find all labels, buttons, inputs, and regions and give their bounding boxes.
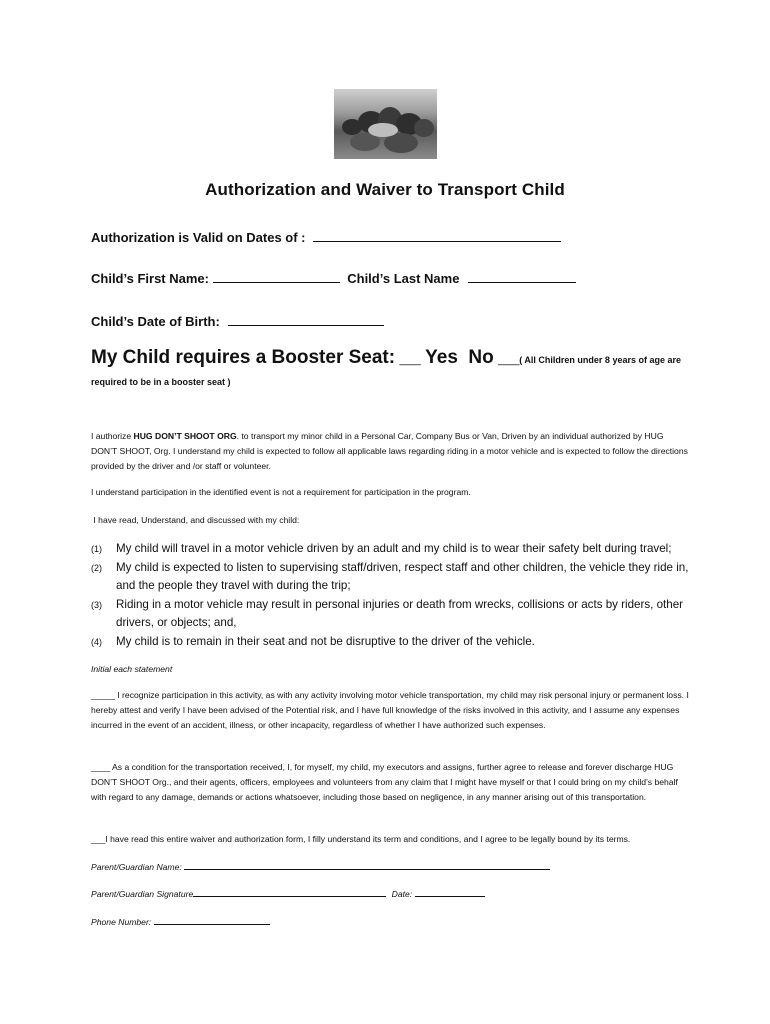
list-item bbox=[91, 540, 691, 559]
list-item bbox=[91, 633, 691, 652]
list-text: My child is to remain in their seat and not be disruptive to the driver of the vehicle. bbox=[116, 634, 535, 648]
authorization-paragraph bbox=[91, 429, 691, 475]
participation-paragraph: I understand participation in the identified event is not a requirement for participation in the program. bbox=[91, 487, 471, 497]
list-item bbox=[91, 596, 691, 633]
list-number: (3) bbox=[91, 599, 102, 610]
booster-seat-question bbox=[91, 347, 681, 369]
guardian-signature-field bbox=[91, 887, 485, 899]
list-text: Riding in a motor vehicle may result in personal injuries or death from wrecks, collisions or acts by riders, other drivers, or objects; and, bbox=[116, 597, 684, 629]
phone-field bbox=[91, 915, 270, 927]
guardian-name-field bbox=[91, 860, 550, 872]
list-item bbox=[91, 559, 691, 596]
statement-risk: _____ I recognize participation in this activity, as with any activity involving motor vehicle transportation, my child may risk personal injury or permanent loss. I hereby attest and verify I have been advised of the Potential risk, and I have full knowledge of the risks involved in this activity, and I assume any expenses incurred in the event of an accident, illness, or other incapacity, regardless of whether I have authorized such expenses. bbox=[91, 690, 689, 731]
list-text: My child will travel in a motor vehicle driven by an adult and my child is to wear their safety belt during travel; bbox=[116, 542, 672, 555]
first-name-field bbox=[91, 270, 576, 286]
dob-field bbox=[91, 313, 384, 329]
booster-yes: Yes bbox=[425, 347, 458, 368]
phone-line[interactable] bbox=[154, 915, 270, 925]
valid-dates-field bbox=[91, 229, 561, 245]
guardian-name-line[interactable] bbox=[184, 860, 550, 870]
date-label: Date: bbox=[391, 889, 413, 899]
discussed-paragraph: I have read, Understand, and discussed with my child: bbox=[91, 515, 300, 525]
guardian-signature-line[interactable] bbox=[193, 887, 386, 897]
organization-name: HUG DON’T SHOOT ORG bbox=[133, 431, 237, 441]
valid-dates-line[interactable] bbox=[313, 229, 561, 242]
authorize-pre: I authorize bbox=[91, 431, 134, 441]
list-number: (4) bbox=[91, 636, 102, 647]
first-name-line[interactable] bbox=[213, 270, 340, 283]
valid-dates-label: Authorization is Valid on Dates of : bbox=[91, 230, 306, 245]
statement-agreement: ___I have read this entire waiver and authorization form, I filly understand its term and conditions, and I agree to be legally bound by its terms. bbox=[91, 834, 631, 844]
statement-release: ____ As a condition for the transportation received, I, for myself, my child, my executors and assigns, further agree to release and forever discharge HUG DON’T SHOOT Org., and their agents, officers, employees and volunteers from any claim that I might have myself or that I could bring on my child’s behalf with regard to any damage, demands or actions whatsoever, including those based on negligence, in any manner arising out of this transportation. bbox=[91, 762, 678, 803]
guardian-signature-label: Parent/Guardian Signature bbox=[91, 889, 194, 899]
document-title: Authorization and Waiver to Transport Child bbox=[205, 180, 565, 199]
phone-label: Phone Number: bbox=[91, 917, 152, 927]
list-text: My child is expected to listen to supervising staff/driven, respect staff and other children, the vehicle they ride in, and the people they travel with during the trip; bbox=[116, 560, 689, 592]
initial-instruction: Initial each statement bbox=[91, 664, 173, 674]
booster-note-continued: required to be in a booster seat ) bbox=[91, 377, 231, 387]
list-number: (1) bbox=[91, 544, 102, 554]
dob-label: Child’s Date of Birth: bbox=[91, 314, 220, 329]
acknowledgement-list bbox=[91, 540, 691, 651]
booster-note: ( All Children under 8 years of age are bbox=[519, 355, 681, 365]
group-photo bbox=[334, 89, 437, 159]
booster-question-text: My Child requires a Booster Seat: bbox=[91, 347, 396, 368]
last-name-line[interactable] bbox=[468, 270, 576, 283]
guardian-name-label: Parent/Guardian Name: bbox=[91, 862, 182, 872]
booster-no: No bbox=[468, 347, 494, 368]
booster-blank-no[interactable]: __ bbox=[498, 347, 520, 368]
authorize-post: . to transport my minor child in a Personal Car, Company Bus or Van, Driven by an individual authorized by HUG DON’T SHOOT, Org. I understand my child is expected to follow all applicable laws regarding riding in a motor vehicle and is expected to follow the directions provided by the driver and /or staff or volunteer. bbox=[91, 431, 688, 472]
booster-blank-yes[interactable]: __ bbox=[399, 347, 421, 368]
last-name-label: Child’s Last Name bbox=[347, 271, 460, 286]
dob-line[interactable] bbox=[228, 313, 384, 326]
first-name-label: Child’s First Name: bbox=[91, 271, 209, 286]
date-line[interactable] bbox=[415, 887, 485, 897]
list-number: (2) bbox=[91, 562, 102, 573]
